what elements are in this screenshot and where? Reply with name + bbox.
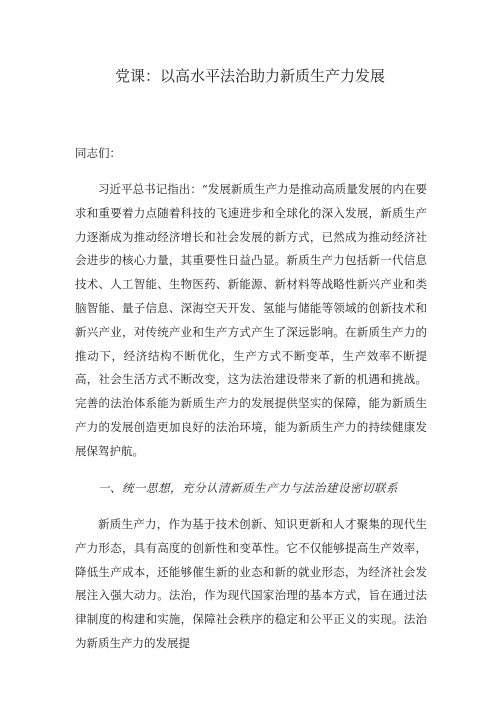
section-paragraph-1: 新质生产力，作为基于技术创新、知识更新和人才聚集的现代生产力形态，具有高度的创新性和变革性。它不仅能够提高生产效率，降低生产成本，还能够催生新的业态和新的就业形态，为经济社会发展注入强大动力。法治，作为现代国家治理的基本方式，旨在通过法律制度的构建和实施，保障社会秩序的稳定和公平正义的实现。法治为新质生产力的发展提 <box>75 517 427 650</box>
body-paragraph-1: 习近平总书记指出：“发展新质生产力是推动高质量发展的内在要求和重要着力点随着科技的飞速进步和全球化的深入发展，新质生产力逐渐成为推动经济增长和社会发展的新方式，已然成为推动经济社会进步的核心力量，其重要性日益凸显。新质生产力包括新一代信息技术、人工智能、生物医药、新能源、新材料等战略性新兴产业和类脑智能、量子信息、深海空天开发、氢能与储能等领域的创新技术和新兴产业，对传统产业和生产方式产生了深远影响。在新质生产力的推动下，经济结构不断优化，生产方式不断变革，生产效率不断提高，社会生活方式不断改变，这为法治建设带来了新的机遇和挑战。完善的法治体系能为新质生产力的发展提供坚实的保障，能为新质生产力的发展创造更加良好的法治环境，能为新质生产力的持续健康发展保驾护航。 <box>75 182 427 458</box>
salutation: 同志们： <box>75 146 121 160</box>
document-title: 党课：以高水平法治助力新质生产力发展 <box>114 67 385 85</box>
section-heading-1: 一、统一思想，充分认清新质生产力与法治建设密切联系 <box>98 481 398 495</box>
